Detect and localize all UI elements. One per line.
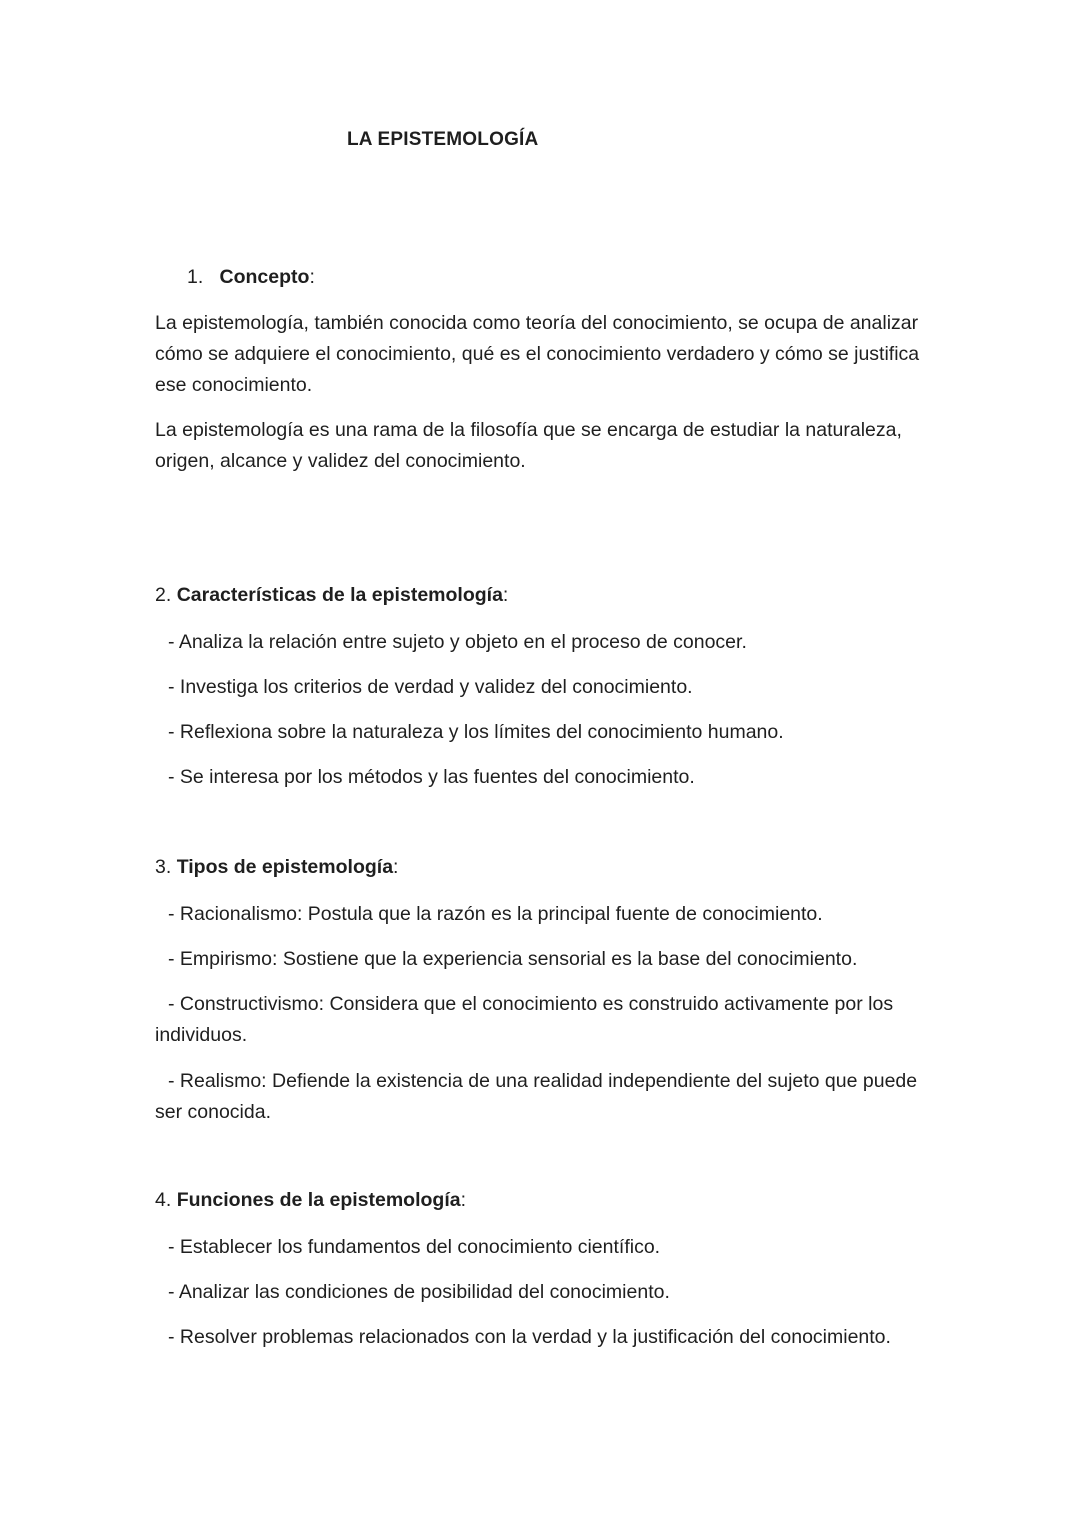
section-3-number: 3. [155, 856, 172, 878]
section-2-heading: 2. Características de la epistemología: [155, 584, 509, 606]
list-item: - Empirismo: Sostiene que la experiencia sensorial es la base del conocimiento. [168, 948, 858, 970]
list-item: - Realismo: Defiende la existencia de una realidad independiente del sujeto que puede ser conocida. [155, 1070, 918, 1123]
section-4-title: Funciones de la epistemología [176, 1189, 461, 1211]
document-title: LA EPISTEMOLOGÍA [347, 129, 539, 150]
section-1-heading: 1. Concepto: [187, 266, 315, 288]
list-item: - Establecer los fundamentos del conocimiento científico. [168, 1236, 661, 1258]
section-1-paragraph-1: La epistemología, también conocida como teoría del conocimiento, se ocupa de analizar cómo se adquiere el conocimiento, qué es el conocimiento verdadero y cómo se justifica ese conocimiento. [155, 312, 920, 396]
section-1-title: Concepto [219, 266, 310, 288]
list-item: - Constructivismo: Considera que el conocimiento es construido activamente por los individuos. [155, 993, 894, 1046]
list-item: - Reflexiona sobre la naturaleza y los límites del conocimiento humano. [168, 721, 784, 743]
section-3-heading: 3. Tipos de epistemología: [155, 856, 399, 878]
list-item: - Investiga los criterios de verdad y validez del conocimiento. [168, 676, 693, 698]
section-2-title: Características de la epistemología [176, 584, 503, 606]
list-item: - Analizar las condiciones de posibilidad del conocimiento. [168, 1281, 670, 1303]
list-item: - Se interesa por los métodos y las fuentes del conocimiento. [168, 766, 695, 788]
list-item: - Analiza la relación entre sujeto y objeto en el proceso de conocer. [168, 631, 747, 653]
list-item: - Resolver problemas relacionados con la verdad y la justificación del conocimiento. [168, 1326, 891, 1348]
section-2-number: 2. [155, 584, 172, 606]
section-4-number: 4. [155, 1189, 172, 1211]
section-1-number: 1. [187, 266, 204, 288]
section-1-paragraph-2: La epistemología es una rama de la filosofía que se encarga de estudiar la naturaleza, origen, alcance y validez del conocimiento. [155, 419, 902, 472]
section-3-title: Tipos de epistemología [176, 856, 394, 878]
list-item: - Racionalismo: Postula que la razón es la principal fuente de conocimiento. [168, 903, 823, 925]
section-4-heading: 4. Funciones de la epistemología: [155, 1189, 467, 1211]
